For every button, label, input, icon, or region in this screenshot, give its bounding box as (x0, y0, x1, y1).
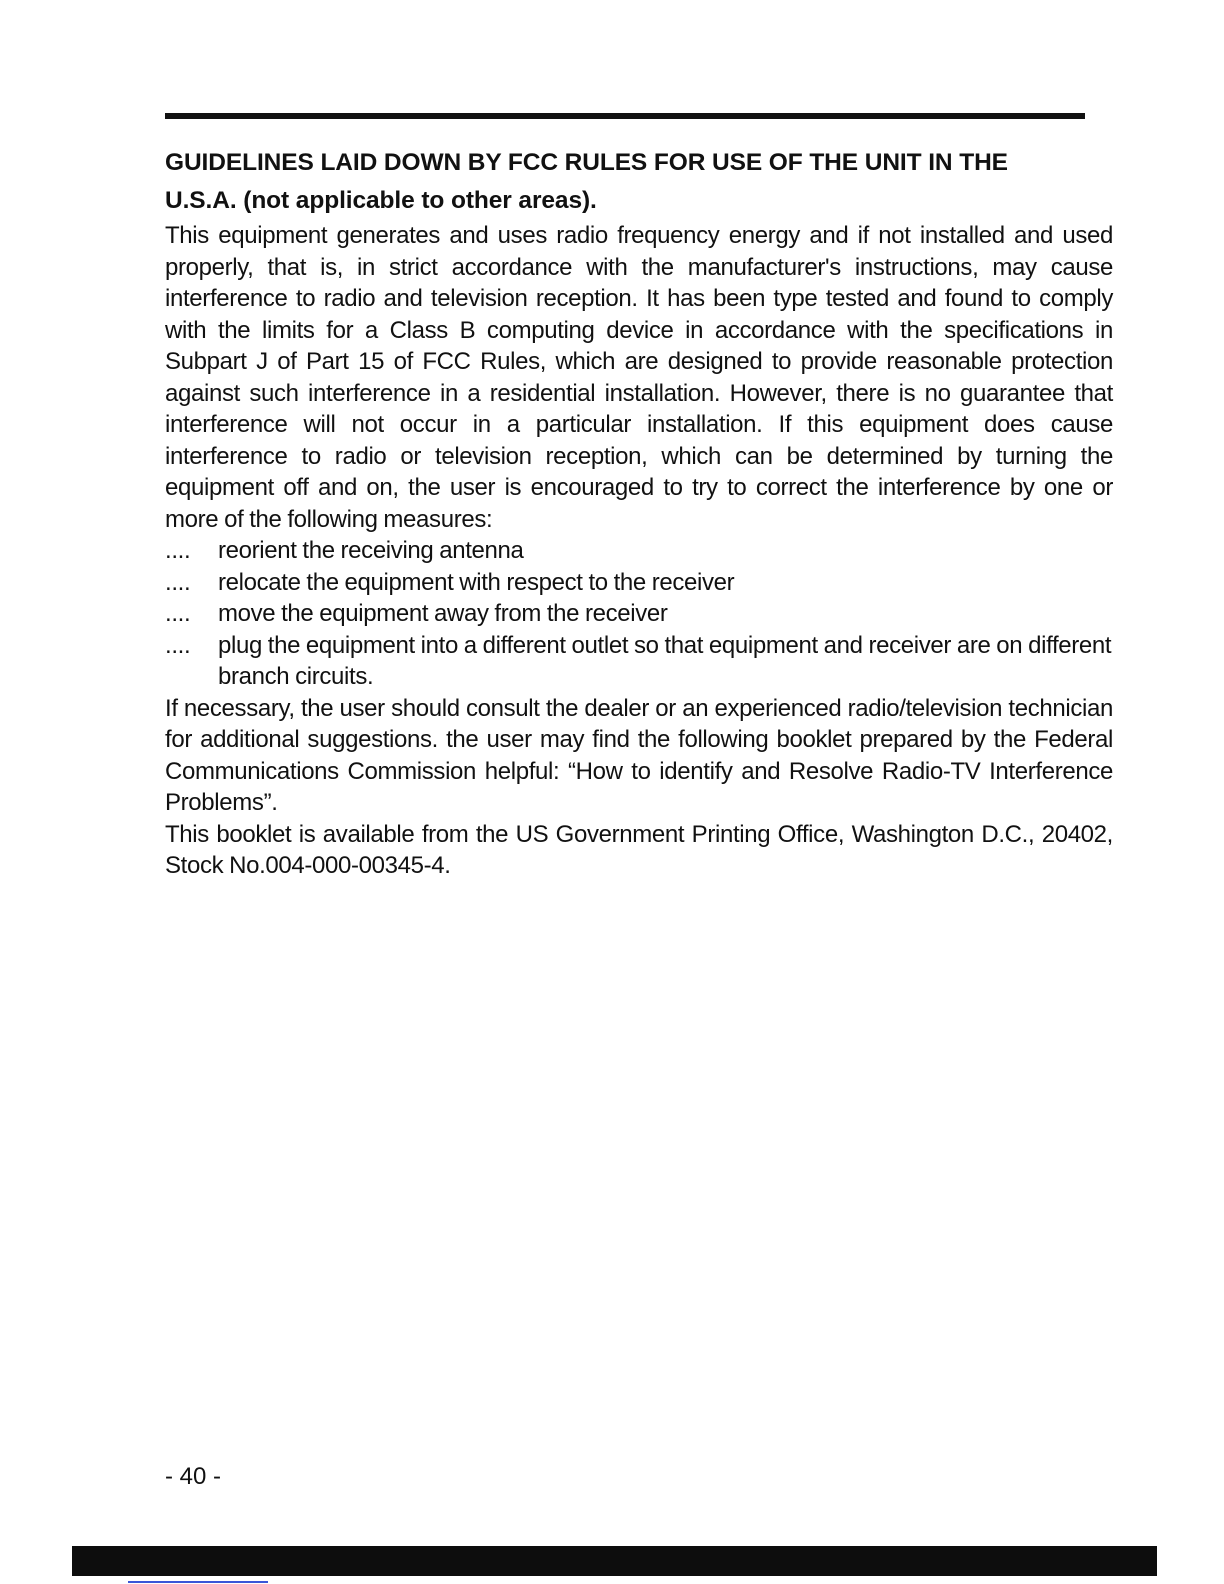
list-item-text: relocate the equipment with respect to the receiver (218, 568, 735, 596)
bottom-scan-bar (72, 1546, 1157, 1576)
list-item (165, 630, 1113, 693)
page-number: - 40 - (165, 1463, 222, 1490)
document-body (165, 142, 1113, 882)
list-marker: .... (165, 631, 191, 659)
measures-list (165, 535, 1113, 693)
list-item-text: move the equipment away from the receiver (218, 600, 668, 627)
bottom-scan-mark (128, 1581, 268, 1583)
heading-line-2: U.S.A. (not applicable to other areas). (165, 187, 597, 214)
top-rule (165, 113, 1085, 119)
paragraph-booklet-availability: This booklet is available from the US Government Printing Office, Washington D.C., 20402, Stock No.004-000-00345-4. (165, 820, 1113, 879)
list-marker: .... (165, 568, 191, 596)
list-marker: .... (165, 537, 191, 564)
list-item (165, 535, 1113, 567)
heading-line-1: GUIDELINES LAID DOWN BY FCC RULES FOR USE OF THE UNIT IN THE (165, 149, 1008, 176)
paragraph-interference-notice: This equipment generates and uses radio frequency energy and if not installed and used properly, that is, in strict accordance with the manufacturer's instructions, may cause interference to radio and television reception. It has been type tested and found to comply with the limits for a Class B computing device in accordance with the specifications in Subpart J of Part 15 of FCC Rules, which are designed to provide reasonable protection against such interference in a residential installation. However, there is no guarantee that interference will not occur in a particular installation. If this equipment does cause interference to radio or television reception, which can be determined by turning the equipment off and on, the user is encouraged to try to correct the interference by one or more of the following measures: (165, 222, 1113, 533)
list-item-text: plug the equipment into a different outlet so that equipment and receiver are on different branch circuits. (218, 631, 1112, 690)
list-item (165, 567, 1113, 599)
paragraph-consult-dealer: If necessary, the user should consult the dealer or an experienced radio/television technician for additional suggestions. the user may find the following booklet prepared by the Federal Communications Commission helpful: “How to identify and Resolve Radio-TV Interference Problems”. (165, 694, 1113, 816)
list-item (165, 598, 1113, 630)
list-marker: .... (165, 600, 191, 627)
list-item-text: reorient the receiving antenna (218, 537, 524, 564)
